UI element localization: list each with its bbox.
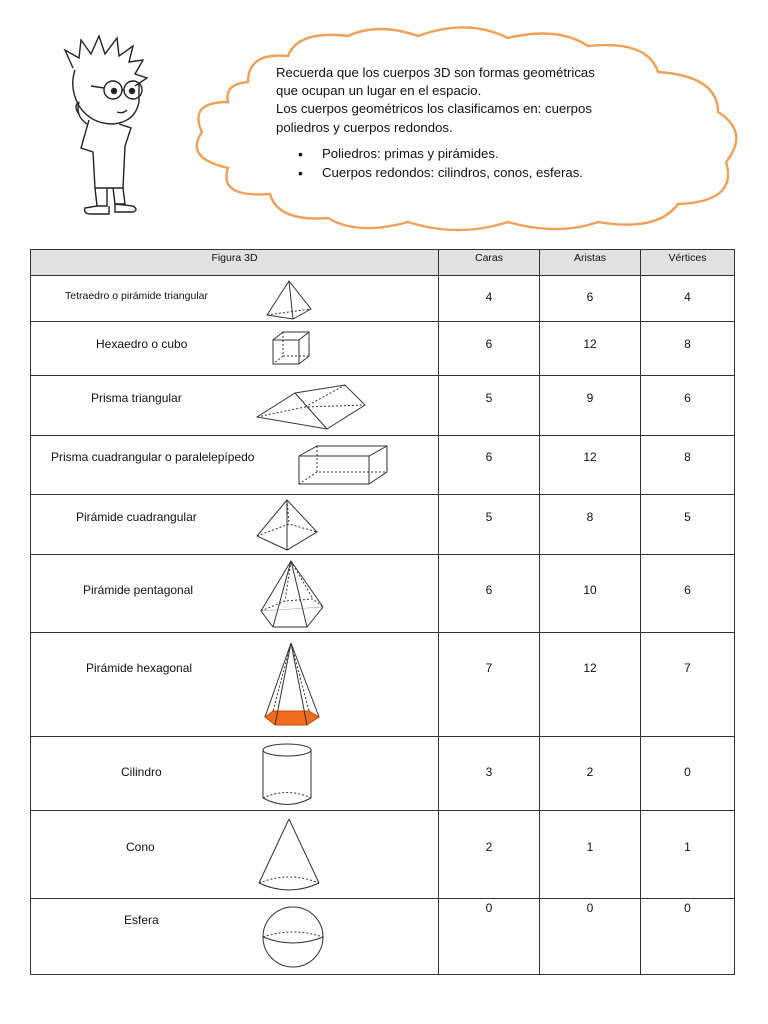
figure-name: Pirámide pentagonal <box>83 583 194 597</box>
table-row <box>31 899 735 975</box>
caras-cell <box>439 899 540 975</box>
table-row <box>31 737 735 811</box>
table-row <box>31 555 735 633</box>
caras-cell <box>439 276 540 322</box>
caras-cell <box>439 322 540 376</box>
cloud-line: poliedros y cuerpos redondos. <box>276 119 453 135</box>
figure-cell <box>31 436 439 495</box>
vertices-value: 8 <box>684 450 691 464</box>
table-row <box>31 811 735 899</box>
figure-cell <box>31 737 439 811</box>
aristas-cell <box>540 633 641 737</box>
table-row <box>31 436 735 495</box>
triangular-prism-icon <box>253 379 369 433</box>
vertices-cell <box>641 495 735 555</box>
aristas-cell <box>540 737 641 811</box>
vertices-value: 0 <box>684 765 691 779</box>
figure-name: Prisma cuadrangular o paralelepípedo <box>51 450 255 464</box>
rectangular-prism-icon <box>295 442 391 488</box>
vertices-value: 8 <box>684 337 691 351</box>
cylinder-icon <box>259 741 315 807</box>
table-row <box>31 322 735 376</box>
caras-cell <box>439 436 540 495</box>
caras-value: 5 <box>485 510 493 524</box>
hexagonal-pyramid-icon <box>259 641 325 727</box>
vertices-cell <box>641 555 735 633</box>
aristas-value: 2 <box>586 765 594 779</box>
figure-name: Hexaedro o cubo <box>96 337 188 351</box>
aristas-value: 1 <box>586 840 594 854</box>
aristas-cell <box>540 495 641 555</box>
aristas-value: 6 <box>586 290 594 304</box>
header-vertices: Vértices <box>641 250 735 276</box>
caras-cell <box>439 495 540 555</box>
caras-value: 7 <box>485 661 493 675</box>
vertices-cell <box>641 376 735 436</box>
aristas-cell <box>540 899 641 975</box>
caras-cell <box>439 737 540 811</box>
cloud-line: Los cuerpos geométricos los clasificamos en: cuerpos <box>276 101 592 117</box>
figure-name: Tetraedro o pirámide triangular <box>65 290 208 302</box>
boy-illustration <box>35 28 185 218</box>
cloud-line: que ocupan un lugar en el espacio. <box>276 83 482 99</box>
cube-icon <box>269 328 315 368</box>
solids-table <box>30 249 735 975</box>
aristas-cell <box>540 811 641 899</box>
figure-cell <box>31 555 439 633</box>
caras-value: 6 <box>485 337 493 351</box>
caras-value: 0 <box>485 901 493 915</box>
table-row <box>31 633 735 737</box>
vertices-cell <box>641 737 735 811</box>
vertices-value: 5 <box>684 510 691 524</box>
cloud-line: Recuerda que los cuerpos 3D son formas geométricas <box>276 65 595 80</box>
figure-name: Pirámide hexagonal <box>86 661 193 675</box>
header-figura: Figura 3D <box>31 250 439 276</box>
figure-cell <box>31 276 439 322</box>
vertices-cell <box>641 322 735 376</box>
caras-cell <box>439 555 540 633</box>
aristas-value: 12 <box>583 337 597 351</box>
figure-cell <box>31 899 439 975</box>
aristas-value: 0 <box>586 901 594 915</box>
cloud-text <box>276 64 646 183</box>
figure-name: Cono <box>126 840 155 854</box>
aristas-value: 12 <box>583 450 597 464</box>
caras-value: 5 <box>485 391 493 405</box>
figure-name: Esfera <box>124 913 159 927</box>
aristas-cell <box>540 436 641 495</box>
caras-cell <box>439 376 540 436</box>
vertices-value: 4 <box>684 290 691 304</box>
caras-value: 6 <box>485 583 493 597</box>
cone-icon <box>255 817 325 893</box>
cloud-bullet: • Cuerpos redondos: cilindros, conos, esferas. <box>276 164 646 182</box>
aristas-cell <box>540 376 641 436</box>
caras-value: 2 <box>485 840 493 854</box>
square-pyramid-icon <box>253 498 323 552</box>
aristas-cell <box>540 276 641 322</box>
table-row <box>31 276 735 322</box>
table-header-row <box>31 250 735 276</box>
sphere-icon <box>257 905 329 969</box>
header-aristas: Aristas <box>540 250 641 276</box>
pentagonal-pyramid-icon <box>257 559 329 631</box>
aristas-cell <box>540 555 641 633</box>
vertices-value: 1 <box>684 840 691 854</box>
figure-cell <box>31 633 439 737</box>
caras-cell <box>439 633 540 737</box>
vertices-cell <box>641 276 735 322</box>
vertices-cell <box>641 899 735 975</box>
aristas-value: 9 <box>586 391 594 405</box>
aristas-value: 8 <box>586 510 594 524</box>
vertices-value: 6 <box>684 391 691 405</box>
figure-name: Pirámide cuadrangular <box>76 510 197 524</box>
figure-cell <box>31 376 439 436</box>
aristas-value: 10 <box>583 583 597 597</box>
vertices-cell <box>641 633 735 737</box>
figure-name: Prisma triangular <box>91 391 182 405</box>
header-caras: Caras <box>439 250 540 276</box>
caras-value: 6 <box>485 450 493 464</box>
caras-value: 4 <box>485 290 493 304</box>
figure-cell <box>31 811 439 899</box>
vertices-value: 7 <box>684 661 691 675</box>
table-row <box>31 376 735 436</box>
aristas-value: 12 <box>583 661 597 675</box>
figure-cell <box>31 322 439 376</box>
caras-cell <box>439 811 540 899</box>
vertices-value: 0 <box>684 901 691 915</box>
aristas-cell <box>540 322 641 376</box>
figure-cell <box>31 495 439 555</box>
vertices-cell <box>641 436 735 495</box>
table-row <box>31 495 735 555</box>
cloud-bullet-list <box>276 145 646 182</box>
vertices-cell <box>641 811 735 899</box>
caras-value: 3 <box>485 765 493 779</box>
cloud-bullet: • Poliedros: primas y pirámides. <box>276 145 646 163</box>
vertices-value: 6 <box>684 583 691 597</box>
tetrahedron-icon <box>263 279 315 321</box>
figure-name: Cilindro <box>121 765 162 779</box>
